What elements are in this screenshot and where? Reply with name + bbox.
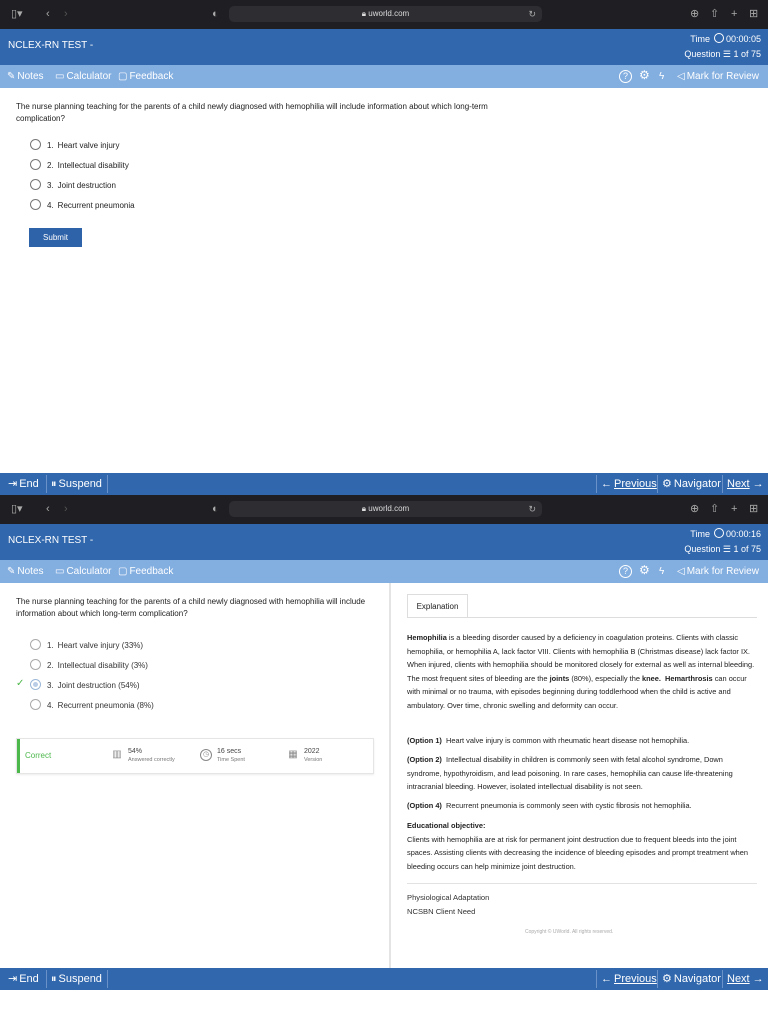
check-icon: ✓ [16,678,25,689]
notes-label: Notes [17,71,44,82]
option-percent: (3%) [131,661,148,670]
feedback-label: Feedback [129,71,174,82]
time-value: 00:00:16 [725,529,761,539]
section-divider [407,883,757,884]
navigator-icon: ⚙ [662,973,672,985]
option-text: Intellectual disability [57,661,129,670]
end-button[interactable] [4,968,43,990]
url-bar[interactable] [229,501,542,517]
mark-for-review-button[interactable] [677,565,759,578]
exam-toolbar [0,65,768,88]
navigator-button[interactable] [658,473,725,495]
footer-divider [107,475,108,493]
screen-explanation [0,495,768,990]
question-label: Question [684,49,721,59]
answer-option-4[interactable] [30,699,154,711]
option-1-rationale [407,734,759,748]
notes-icon: ✎ [7,71,16,82]
help-button[interactable] [619,565,632,578]
previous-label: Previous [614,973,657,985]
calculator-icon: ▭ [55,566,65,577]
pause-icon: ⏸ [51,973,57,985]
exam-header [0,29,768,65]
browser-toolbar [0,495,768,524]
footer-divider [107,970,108,988]
option-text: Joint destruction [57,181,116,190]
option-number: 3. [47,681,54,690]
lock-icon: 🔒︎ [361,9,367,18]
option-text: Intellectual disability [57,161,129,170]
option-2-text: Intellectual disability in children is commonly seen with fetal alcohol syndrome, Down syndrome, hypothyroidism, and lead poisoning. In rare cases, hemophilia can cause life-threatening intracranial bleeding. However, isolated intellectual disability is not seen. [407,755,733,792]
answer-option-3[interactable] [30,679,140,691]
mark-for-review-button[interactable] [677,70,759,83]
notes-icon: ✎ [7,566,16,577]
previous-button[interactable] [597,473,661,495]
notes-button[interactable] [7,70,44,83]
time-label: Time [690,34,710,44]
lab-icon: ϟ [659,71,665,82]
exam-footer [0,473,768,495]
feedback-button[interactable] [118,565,173,578]
option-2-rationale [407,753,759,794]
option-percent: (33%) [121,641,144,650]
question-label: Question [684,544,721,554]
url-text: uworld.com [368,9,410,18]
clock-icon: ◷ [200,749,212,761]
next-label: Next [727,973,750,985]
reload-icon[interactable]: ↻ [528,504,536,514]
lab-values-button[interactable] [659,565,664,578]
option-text: Heart valve injury [57,141,120,150]
settings-button[interactable] [639,564,650,577]
pause-icon: ⏸ [51,478,57,490]
back-icon[interactable]: ‹ [46,503,50,515]
list-icon: ☰ [722,544,731,554]
lock-icon: 🔒︎ [361,504,367,513]
previous-label: Previous [614,478,657,490]
notes-label: Notes [17,566,44,577]
suspend-button[interactable] [47,968,106,990]
list-icon: ☰ [722,49,731,59]
answered-value: 54% [128,748,143,755]
screen-question [0,0,768,495]
next-label: Next [727,478,750,490]
option-number: 3. [47,181,54,190]
explanation-text: is a bleeding disorder caused by a deficiency in coagulation proteins. Clients with classic hemophilia, or hemophilia A, lack factor VIII. Clients with hemophilia B (Christmas disease) lack factor IX. When injured, clients with hemophilia should be monitored closely for external as well as internal bleeding. The most frequent sites of bleeding are the [407,633,755,683]
result-status: Correct [25,751,52,760]
arrow-right-icon: → [752,973,764,985]
url-bar[interactable] [229,6,542,22]
result-bar [17,739,20,773]
explanation-paragraph [407,631,759,713]
time-spent-label: Time Spent [217,757,245,763]
radio-button[interactable] [30,699,41,710]
radio-button[interactable] [30,639,41,650]
url-text: uworld.com [368,504,410,513]
gear-icon: ⚙ [639,68,650,82]
reload-icon[interactable]: ↻ [528,9,536,19]
answer-option-2[interactable] [30,159,129,171]
navigator-icon: ⚙ [662,478,672,490]
option-number: 4. [47,201,54,210]
shield-icon[interactable]: ◐ [212,8,219,20]
option-text: Heart valve injury [57,641,120,650]
option-4-text: Recurrent pneumonia is commonly seen with cystic fibrosis not hemophilia. [446,801,692,810]
calculator-button[interactable] [55,70,111,83]
exam-toolbar [0,560,768,583]
answer-option-1[interactable] [30,139,119,151]
browser-toolbar [0,0,768,29]
sidebar-icon[interactable]: ▯▾ [11,8,23,20]
tabs-icon[interactable]: ⊞ [749,503,759,515]
option-number: 4. [47,701,54,710]
answered-correctly-stat [112,748,175,764]
option-4-label: (Option 4) [407,801,442,810]
tab-explanation[interactable]: Explanation [407,594,468,618]
radio-button[interactable] [30,179,41,190]
subject-category: Physiological Adaptation [407,893,490,902]
version-value: 2022 [304,748,320,755]
flag-icon: ◁ [677,71,685,82]
arrow-right-icon: → [752,478,764,490]
time-label: Time [690,529,710,539]
educational-objective-text: Clients with hemophilia are at risk for permanent joint destruction due to frequent bleeds into the joint spaces. Assisting clients with decreasing the incidence of bleeding episodes and prompt treatment when bleeding occurs can help minimize joint destruction. [407,834,748,871]
share-icon[interactable]: ⇧ [710,503,720,515]
time-question-panel [684,32,761,62]
navigator-label: Navigator [673,973,721,985]
term-knee: knee. [642,673,661,683]
option-1-label: (Option 1) [407,736,442,745]
navigator-label: Navigator [673,478,721,490]
lab-icon: ϟ [659,566,665,577]
calculator-label: Calculator [66,566,112,577]
option-number: 1. [47,141,54,150]
answer-option-1[interactable] [30,639,143,651]
answer-option-4[interactable] [30,199,135,211]
flag-icon: ◁ [677,566,685,577]
radio-button[interactable] [30,139,41,150]
plus-icon[interactable]: + [731,8,738,20]
question-text: The nurse planning teaching for the parents of a child newly diagnosed with hemophilia will include information about which long-term complication? [16,102,488,123]
gear-icon: ⚙ [639,563,650,577]
option-percent: (54%) [118,681,140,690]
back-icon[interactable]: ‹ [46,8,50,20]
option-text: Recurrent pneumonia [57,701,135,710]
copyright-text: Copyright © UWorld. All rights reserved. [525,929,614,935]
exam-title: NCLEX-RN TEST - [8,40,94,51]
end-icon: ⇥ [8,478,18,490]
arrow-left-icon: ← [601,478,612,490]
feedback-label: Feedback [129,566,174,577]
term-hemarthrosis: Hemarthrosis [665,673,713,683]
option-text: Joint destruction [57,681,116,690]
arrow-left-icon: ← [601,973,612,985]
submit-button[interactable]: Submit [29,228,82,247]
educational-objective-label: Educational objective: [407,821,486,830]
plus-icon[interactable]: + [731,503,738,515]
help-icon: ? [619,565,632,578]
calculator-label: Calculator [66,71,112,82]
mark-for-review-label: Mark for Review [686,566,759,577]
option-1-text: Heart valve injury is common with rheumatic heart disease not hemophilia. [446,736,690,745]
next-button[interactable] [723,473,768,495]
explanation-text: (80%), especially the [569,673,642,683]
forward-icon[interactable]: › [64,503,68,515]
calendar-icon: ▦ [288,749,298,760]
answer-option-2[interactable] [30,659,148,671]
suspend-label: Suspend [58,478,102,490]
download-icon[interactable]: ⊕ [690,8,700,20]
end-label: End [19,478,39,490]
option-4-rationale [407,799,759,813]
option-percent: (8%) [136,701,154,710]
forward-icon[interactable]: › [64,8,68,20]
radio-button[interactable] [30,659,41,670]
end-label: End [19,973,39,985]
term-joints: joints [549,673,570,683]
sidebar-icon[interactable]: ▯▾ [11,503,23,515]
answer-option-3[interactable] [30,179,116,191]
option-2-label: (Option 2) [407,755,442,764]
question-count: 1 of 75 [733,544,761,554]
version-label: Version [304,757,323,763]
question-count: 1 of 75 [733,49,761,59]
time-question-panel [684,527,761,557]
calculator-icon: ▭ [55,71,65,82]
tabs-icon[interactable]: ⊞ [749,8,759,20]
radio-button[interactable] [30,199,41,210]
lab-values-button[interactable] [659,70,664,83]
previous-button[interactable] [597,968,661,990]
feedback-icon: ▢ [118,71,128,82]
term-hemophilia: Hemophilia [407,633,447,642]
feedback-icon: ▢ [118,566,128,577]
radio-button-selected[interactable] [30,679,41,690]
answered-label: Answered correctly [128,757,175,763]
suspend-button[interactable] [47,473,106,495]
time-value: 00:00:05 [725,34,761,44]
calculator-button[interactable] [55,565,111,578]
time-spent-stat [202,748,245,764]
end-icon: ⇥ [8,973,18,985]
navigator-button[interactable] [658,968,725,990]
option-number: 2. [47,161,54,170]
blank-margin [0,990,768,1024]
exam-header [0,524,768,560]
explanation-text: can occur with minimal or no trauma, with episodes beginning during toddlerhood when the child is active and ambulatory. Over time, chronic swelling and deformity can occur. [407,673,747,710]
option-number: 1. [47,641,54,650]
feedback-button[interactable] [118,70,173,83]
client-need-category: NCSBN Client Need [407,907,476,916]
next-button[interactable] [723,968,768,990]
pane-divider[interactable] [389,583,391,969]
download-icon[interactable]: ⊕ [690,503,700,515]
suspend-label: Suspend [58,973,102,985]
help-button[interactable] [619,70,632,83]
help-icon: ? [619,70,632,83]
question-text: The nurse planning teaching for the parents of a child newly diagnosed with hemophilia will include information about which long-term complication? [16,597,366,618]
chart-icon: ▥ [112,749,122,760]
mark-for-review-label: Mark for Review [686,71,759,82]
clock-icon [714,528,724,538]
notes-button[interactable] [7,565,44,578]
shield-icon[interactable]: ◐ [212,503,219,515]
exam-title: NCLEX-RN TEST - [8,535,94,546]
version-stat [288,748,323,764]
exam-footer [0,968,768,990]
share-icon[interactable]: ⇧ [710,8,720,20]
settings-button[interactable] [639,69,650,82]
option-number: 2. [47,661,54,670]
time-spent-value: 16 secs [217,748,242,755]
tab-underline [407,617,757,618]
radio-button[interactable] [30,159,41,170]
clock-icon [714,33,724,43]
result-stats-box [16,738,374,774]
educational-objective [407,819,759,873]
end-button[interactable] [4,473,43,495]
option-text: Recurrent pneumonia [57,201,135,210]
